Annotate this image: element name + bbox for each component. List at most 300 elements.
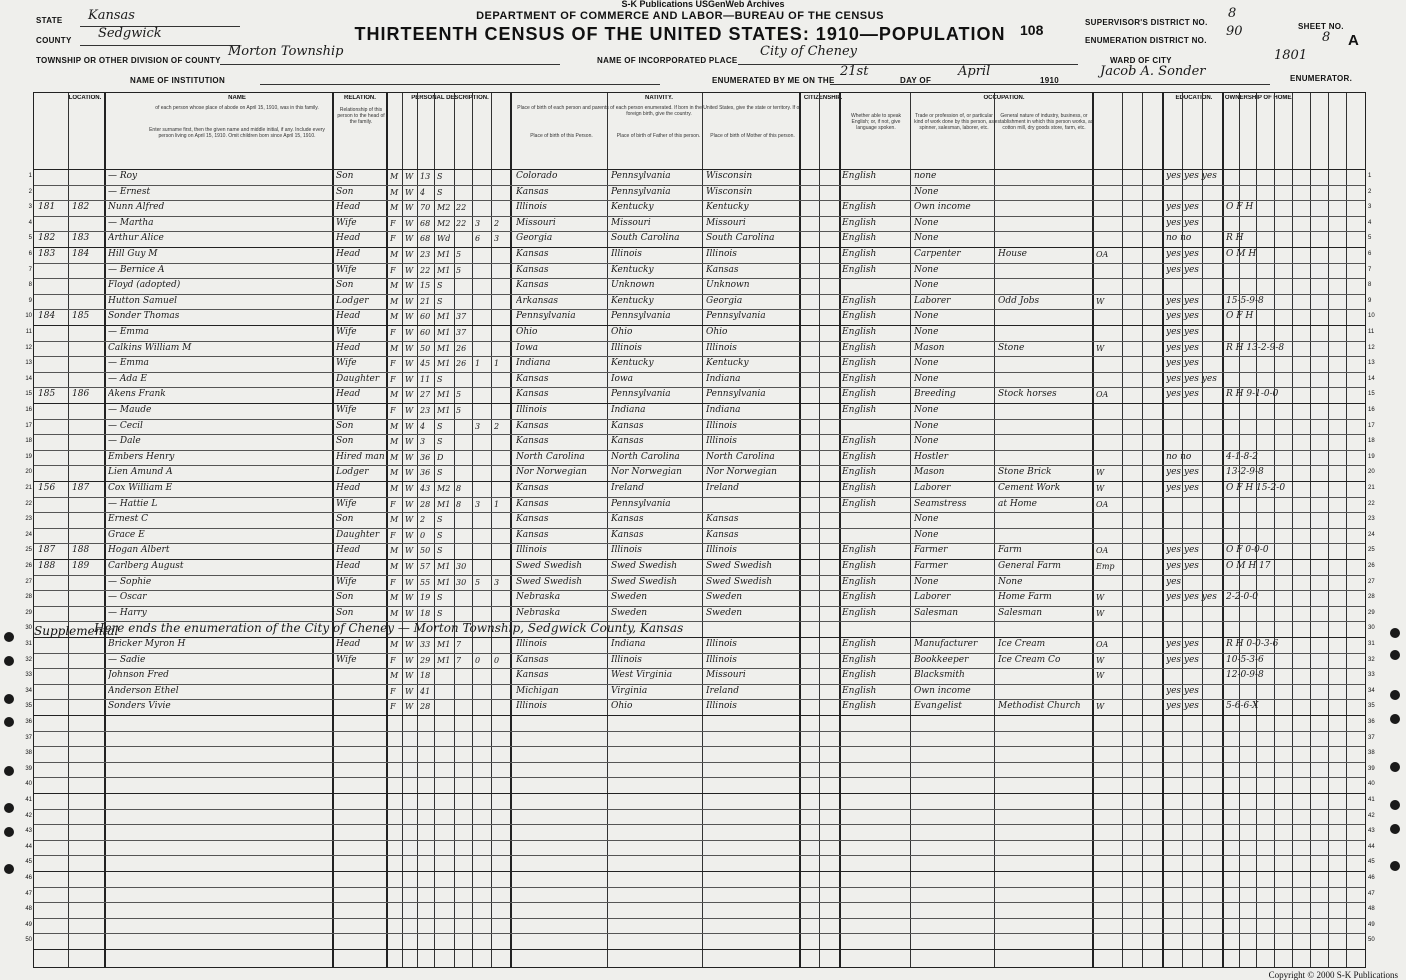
row-divider (34, 933, 1365, 934)
cell-sex: M (390, 608, 399, 618)
row-number-right: 7 (1368, 266, 1372, 273)
cell-race: W (405, 172, 414, 181)
cell-mpob: Unknown (706, 280, 750, 291)
row-number-left: 29 (25, 609, 32, 616)
cell-name: Calkins William M (108, 342, 192, 353)
cell-emp: OA (1096, 546, 1109, 556)
cell-age: 13 (420, 172, 431, 181)
row-number-right: 32 (1368, 656, 1375, 663)
column-divider (1292, 93, 1293, 967)
cell-ed: yes yes (1166, 639, 1199, 649)
cell-eng: English (842, 639, 877, 649)
cell-mpob: Illinois (706, 545, 737, 556)
row-number-left: 4 (28, 219, 32, 226)
row-number-left: 41 (25, 797, 32, 803)
cell-name: — Sophie (108, 576, 152, 587)
cell-name: — Emma (108, 327, 149, 337)
cell-age: 36 (420, 468, 431, 478)
cell-occ: None (914, 280, 939, 291)
cell-emp: OA (1096, 390, 1109, 400)
cell-ml: 1 (494, 499, 500, 509)
row-number-left: 45 (25, 859, 32, 866)
row-number-left: 7 (28, 266, 32, 273)
cell-mpob: Swed Swedish (706, 576, 773, 587)
cell-ed: yes yes yes (1166, 592, 1217, 603)
enumeration-month: April (958, 64, 991, 79)
cell-occ: None (914, 420, 939, 431)
column-divider (402, 93, 403, 967)
cell-ind: Home Farm (998, 592, 1052, 603)
row-number-right: 1 (1368, 173, 1372, 179)
cell-yrs: 7 (456, 640, 462, 649)
cell-ms: M1 (437, 265, 451, 275)
cell-pob: Missouri (516, 217, 556, 228)
cell-occ: Manufacturer (914, 639, 978, 649)
row-number-right: 30 (1368, 625, 1375, 632)
cell-occ: None (914, 529, 939, 540)
row-number-left: 40 (25, 781, 32, 788)
cell-age: 43 (420, 484, 431, 493)
cell-sex: M (390, 468, 399, 478)
cell-eng: English (842, 670, 877, 681)
cell-yrs: 22 (456, 218, 467, 228)
section-ownership: OWNERSHIP OF HOME. (1224, 95, 1294, 101)
cell-age: 21 (420, 296, 431, 306)
row-number-right: 48 (1368, 906, 1375, 913)
relation-description: Relationship of this person to the head of the family. (337, 107, 385, 125)
row-number-right: 20 (1368, 469, 1375, 476)
cell-emp: W (1096, 655, 1105, 665)
cell-ms: M1 (437, 343, 451, 353)
cell-name: Nunn Alfred (108, 202, 165, 213)
row-number-left: 47 (25, 890, 32, 897)
cell-ms: S (437, 468, 443, 478)
row-number-right: 31 (1368, 641, 1375, 647)
cell-ind: Methodist Church (998, 701, 1081, 712)
row-number-left: 22 (25, 500, 32, 507)
row-number-right: 49 (1368, 921, 1375, 928)
column-divider (1142, 93, 1143, 967)
cell-ed: yes yes (1166, 545, 1199, 556)
cell-rel: Head (336, 233, 361, 244)
cell-ms: S (437, 187, 443, 197)
cell-yrs: 22 (456, 203, 467, 213)
row-number-right: 14 (1368, 375, 1375, 382)
binder-hole (4, 864, 14, 874)
cell-occ: Breeding (914, 389, 956, 400)
binder-hole (4, 717, 14, 727)
cell-sex: M (390, 203, 399, 213)
cell-pob: Kansas (516, 186, 549, 197)
cell-eng: English (842, 373, 877, 384)
cell-sex: M (390, 515, 399, 525)
cell-ms: S (437, 546, 443, 556)
binder-hole (1390, 690, 1400, 700)
cell-sex: F (390, 686, 396, 696)
cell-mpob: Illinois (706, 342, 737, 353)
row-number-left: 48 (25, 906, 32, 913)
column-divider (472, 93, 473, 967)
cell-dw: 185 (38, 389, 56, 400)
cell-sex: F (390, 265, 396, 275)
cell-ed: yes yes (1166, 295, 1199, 306)
cell-name: Ernest C (108, 514, 148, 525)
cell-occ: None (914, 233, 939, 244)
cell-age: 28 (420, 702, 431, 712)
cell-ms: S (437, 374, 443, 384)
cell-rel: Son (336, 171, 354, 181)
row-number-left: 33 (25, 672, 32, 679)
cell-rel: Son (336, 280, 354, 291)
cell-pob: Colorado (516, 171, 558, 181)
cell-pob: Kansas (516, 514, 549, 525)
cell-pob: Nebraska (516, 592, 561, 603)
row-number-left: 39 (25, 765, 32, 772)
cell-ms: S (437, 437, 443, 447)
cell-emp: W (1096, 702, 1105, 712)
enumerated-by-label: ENUMERATED BY ME ON THE (712, 76, 835, 85)
cell-name: Bricker Myron H (108, 639, 186, 649)
cell-pob: Ohio (516, 327, 538, 337)
cell-age: 18 (420, 608, 431, 618)
census-title: THIRTEENTH CENSUS OF THE UNITED STATES: 1910—POPULATION (354, 24, 1006, 44)
row-divider (34, 715, 1365, 716)
binder-hole (1390, 824, 1400, 834)
row-number-left: 11 (25, 329, 32, 335)
cell-sex: F (390, 577, 396, 587)
row-number-right: 43 (1368, 828, 1375, 835)
census-table (25, 92, 1375, 968)
cell-age: 45 (420, 359, 431, 369)
cell-eng: English (842, 498, 877, 509)
cell-mpob: Georgia (706, 295, 743, 306)
cell-name: Hogan Albert (108, 545, 170, 556)
cell-sex: M (390, 562, 399, 571)
cell-mpob: Missouri (706, 217, 746, 228)
row-number-left: 19 (25, 453, 32, 460)
cell-mpob: Ireland (706, 483, 739, 493)
cell-yrs: 8 (456, 499, 462, 509)
cell-ms: M1 (437, 577, 451, 587)
cell-sex: M (390, 390, 399, 400)
cell-fpob: Ohio (611, 701, 633, 712)
cell-fpob: Indiana (611, 405, 646, 415)
row-number-left: 30 (25, 625, 32, 632)
section-relation: RELATION. (344, 95, 376, 101)
cell-mpob: Illinois (706, 420, 737, 431)
row-number-right: 45 (1368, 859, 1375, 866)
column-divider (332, 93, 334, 967)
cell-pob: Illinois (516, 405, 547, 415)
cell-name: — Ernest (108, 186, 151, 197)
cell-fpob: Kansas (611, 436, 644, 447)
enumeration-year: 1910 (1040, 76, 1059, 85)
supervisor-value: 8 (1228, 6, 1237, 21)
cell-emp: W (1096, 608, 1105, 618)
cell-name: — Maude (108, 405, 152, 415)
cell-rel: Head (336, 483, 361, 493)
column-divider (1122, 93, 1123, 967)
enumeration-district-value: 90 (1226, 24, 1243, 39)
day-of-label: DAY OF (900, 76, 932, 85)
row-number-right: 47 (1368, 890, 1375, 897)
cell-fpob: Swed Swedish (611, 576, 678, 587)
cell-age: 33 (420, 640, 431, 649)
cell-ml: 3 (494, 234, 500, 244)
column-divider (510, 93, 512, 967)
cell-eng: English (842, 561, 877, 571)
cell-age: 4 (420, 421, 426, 431)
row-number-left: 32 (25, 656, 32, 663)
cell-occ: Salesman (914, 607, 959, 618)
cell-race: W (405, 343, 414, 353)
occupation-col-trade: Trade or profession of, or particular kind of work done by this person, as spinner, salesman, laborer, etc. (914, 113, 994, 131)
column-divider (104, 93, 106, 967)
cell-ed: yes yes (1166, 701, 1199, 712)
cell-pob: Kansas (516, 654, 549, 665)
cell-sex: F (390, 655, 396, 665)
cell-yrs: 5 (456, 265, 462, 275)
cell-name: Anderson Ethel (108, 685, 179, 696)
cell-eng: English (842, 358, 877, 369)
cell-pob: Indiana (516, 358, 551, 369)
cell-ind: Cement Work (998, 483, 1061, 493)
department-heading: DEPARTMENT OF COMMERCE AND LABOR—BUREAU OF THE CENSUS (476, 10, 884, 22)
cell-race: W (405, 499, 414, 509)
cell-sex: F (390, 328, 396, 337)
cell-own: O F H (1226, 202, 1254, 213)
row-number-left: 15 (25, 391, 32, 398)
row-number-right: 36 (1368, 719, 1375, 725)
cell-fpob: Kansas (611, 514, 644, 525)
row-number-left: 42 (25, 812, 32, 819)
cell-pob: Kansas (516, 529, 549, 540)
cell-ind: None (998, 576, 1023, 587)
cell-fam: 182 (72, 202, 90, 213)
binder-hole (1390, 762, 1400, 772)
place-label: NAME OF INCORPORATED PLACE (597, 56, 738, 65)
cell-mpob: Wisconsin (706, 171, 753, 181)
cell-ed: no no (1166, 451, 1192, 462)
cell-ed: yes yes (1166, 311, 1199, 322)
cell-occ: None (914, 264, 939, 275)
cell-own: O F H 15-2-0 (1226, 483, 1286, 493)
cell-mpob: Ireland (706, 685, 739, 696)
cell-sex: M (390, 281, 399, 291)
cell-rel: Lodger (336, 295, 369, 306)
cell-name: Carlberg August (108, 561, 184, 571)
cell-age: 55 (420, 577, 431, 587)
cell-mpob: Kansas (706, 529, 739, 540)
cell-sex: F (390, 234, 396, 244)
cell-rel: Hired man (336, 451, 385, 462)
row-number-right: 21 (1368, 485, 1375, 491)
place-underline (738, 64, 1078, 65)
cell-race: W (405, 484, 414, 493)
cell-own: O F H (1226, 311, 1254, 322)
cell-mpob: Illinois (706, 701, 737, 712)
row-number-left: 43 (25, 828, 32, 835)
cell-ms: Wd (437, 234, 451, 244)
cell-age: 68 (420, 234, 431, 244)
row-number-left: 2 (28, 188, 32, 195)
cell-ms: S (437, 515, 443, 525)
cell-ms: M2 (437, 218, 451, 228)
cell-own: 15-5-9-8 (1226, 295, 1264, 306)
cell-eng: English (842, 467, 877, 478)
column-divider (1239, 93, 1240, 967)
cell-fpob: Pennsylvania (611, 498, 671, 509)
cell-occ: None (914, 373, 939, 384)
binder-hole (1390, 650, 1400, 660)
cell-eng: English (842, 592, 877, 603)
cell-fpob: Pennsylvania (611, 311, 671, 322)
cell-ms: M1 (437, 359, 451, 369)
cell-race: W (405, 546, 414, 556)
cell-rel: Lodger (336, 467, 369, 478)
cell-pob: Kansas (516, 249, 549, 259)
institution-label: NAME OF INSTITUTION (130, 76, 226, 85)
row-number-right: 8 (1368, 282, 1372, 289)
cell-occ: None (914, 514, 939, 525)
cell-pob: Kansas (516, 373, 549, 384)
cell-race: W (405, 671, 414, 681)
row-divider (34, 918, 1365, 919)
cell-race: W (405, 593, 414, 603)
nativity-col-person: Place of birth of this Person. (530, 133, 593, 139)
sheet-value: 8 (1322, 30, 1331, 45)
cell-dw: 187 (38, 545, 56, 556)
cell-emp: Emp (1096, 562, 1115, 571)
cell-ms: M1 (437, 499, 451, 509)
cell-ind: House (998, 249, 1028, 259)
cell-mpob: South Carolina (706, 233, 775, 244)
cell-pob: Arkansas (516, 295, 559, 306)
row-number-right: 29 (1368, 609, 1375, 616)
cell-name: Embers Henry (108, 451, 175, 462)
cell-race: W (405, 374, 414, 384)
cell-sex: F (390, 218, 396, 228)
cell-fpob: Kentucky (611, 295, 654, 306)
section-occupation: OCCUPATION. (983, 95, 1025, 101)
row-number-right: 46 (1368, 875, 1375, 881)
county-label: COUNTY (36, 36, 72, 45)
cell-fpob: Kentucky (611, 202, 654, 213)
column-divider (910, 93, 911, 967)
cell-sex: M (390, 172, 399, 181)
sheet-letter: A (1348, 32, 1360, 49)
row-number-left: 23 (25, 516, 32, 523)
column-divider (68, 93, 69, 967)
row-number-right: 33 (1368, 672, 1375, 679)
cell-mpob: Pennsylvania (706, 389, 766, 400)
cell-dw: 188 (38, 561, 56, 571)
cell-ms: M2 (437, 203, 451, 213)
column-divider (1256, 93, 1257, 967)
cell-pob: Swed Swedish (516, 561, 583, 571)
cell-ms: M1 (437, 655, 451, 665)
cell-ind: Stone Brick (998, 467, 1052, 478)
cell-rel: Wife (336, 358, 357, 369)
column-divider (491, 93, 492, 967)
cell-ed: yes yes yes (1166, 171, 1217, 181)
cell-fpob: Kansas (611, 529, 644, 540)
cell-occ: Own income (914, 685, 971, 696)
cell-fpob: Sweden (611, 592, 648, 603)
cell-ms: M1 (437, 406, 451, 415)
cell-age: 60 (420, 328, 431, 337)
cell-eng: English (842, 171, 877, 181)
cell-ed: yes yes yes (1166, 373, 1217, 384)
cell-mpob: Illinois (706, 639, 737, 649)
row-number-left: 46 (25, 875, 32, 881)
cell-occ: Seamstress (914, 498, 967, 509)
cell-emp: W (1096, 296, 1105, 306)
cell-ed: yes yes (1166, 358, 1199, 369)
cell-yrs: 5 (456, 250, 462, 259)
cell-fpob: Illinois (611, 342, 642, 353)
cell-ms: S (437, 608, 443, 618)
row-number-left: 49 (25, 921, 32, 928)
cell-own: 4-1-8-2 (1226, 451, 1259, 462)
cell-mpob: Swed Swedish (706, 561, 773, 571)
cell-ed: yes yes (1166, 264, 1199, 275)
cell-sex: F (390, 359, 396, 369)
printed-sheet-number: 108 (1020, 22, 1044, 38)
cell-rel: Head (336, 639, 361, 649)
cell-name: — Dale (108, 436, 141, 447)
cell-sex: F (390, 406, 396, 415)
cell-eng: English (842, 701, 877, 712)
cell-race: W (405, 187, 414, 197)
cell-eng: English (842, 249, 877, 259)
cell-own: R H 13-2-9-8 (1226, 342, 1285, 353)
cell-race: W (405, 250, 414, 259)
cell-own: 2-2-0-0 (1226, 592, 1259, 603)
column-divider (799, 93, 801, 967)
place-value: City of Cheney (760, 44, 857, 59)
binder-hole (1390, 628, 1400, 638)
cell-fpob: Indiana (611, 639, 646, 649)
row-divider (34, 949, 1365, 950)
cell-pob: Kansas (516, 420, 549, 431)
row-number-left: 12 (25, 344, 32, 351)
cell-occ: Hostler (914, 451, 949, 462)
cell-ms: S (437, 172, 443, 181)
cell-pob: Kansas (516, 436, 549, 447)
row-number-right: 18 (1368, 438, 1375, 445)
row-divider (34, 840, 1365, 841)
column-divider (454, 93, 455, 967)
cell-age: 4 (420, 187, 426, 197)
enumerator-name: Jacob A. Sonder (1100, 64, 1206, 79)
cell-fpob: Illinois (611, 249, 642, 259)
cell-mpob: Ohio (706, 327, 728, 337)
cell-fpob: Kansas (611, 420, 644, 431)
row-number-right: 12 (1368, 344, 1375, 351)
row-number-left: 26 (25, 563, 32, 569)
binder-hole (1390, 861, 1400, 871)
cell-name: Cox William E (108, 483, 173, 493)
cell-rel: Head (336, 561, 361, 571)
cell-race: W (405, 312, 414, 322)
cell-age: 57 (420, 562, 431, 571)
cell-mb: 5 (475, 577, 481, 587)
cell-race: W (405, 218, 414, 228)
cell-rel: Son (336, 186, 354, 197)
row-number-right: 13 (1368, 360, 1375, 367)
cell-name: — Sadie (108, 654, 146, 665)
